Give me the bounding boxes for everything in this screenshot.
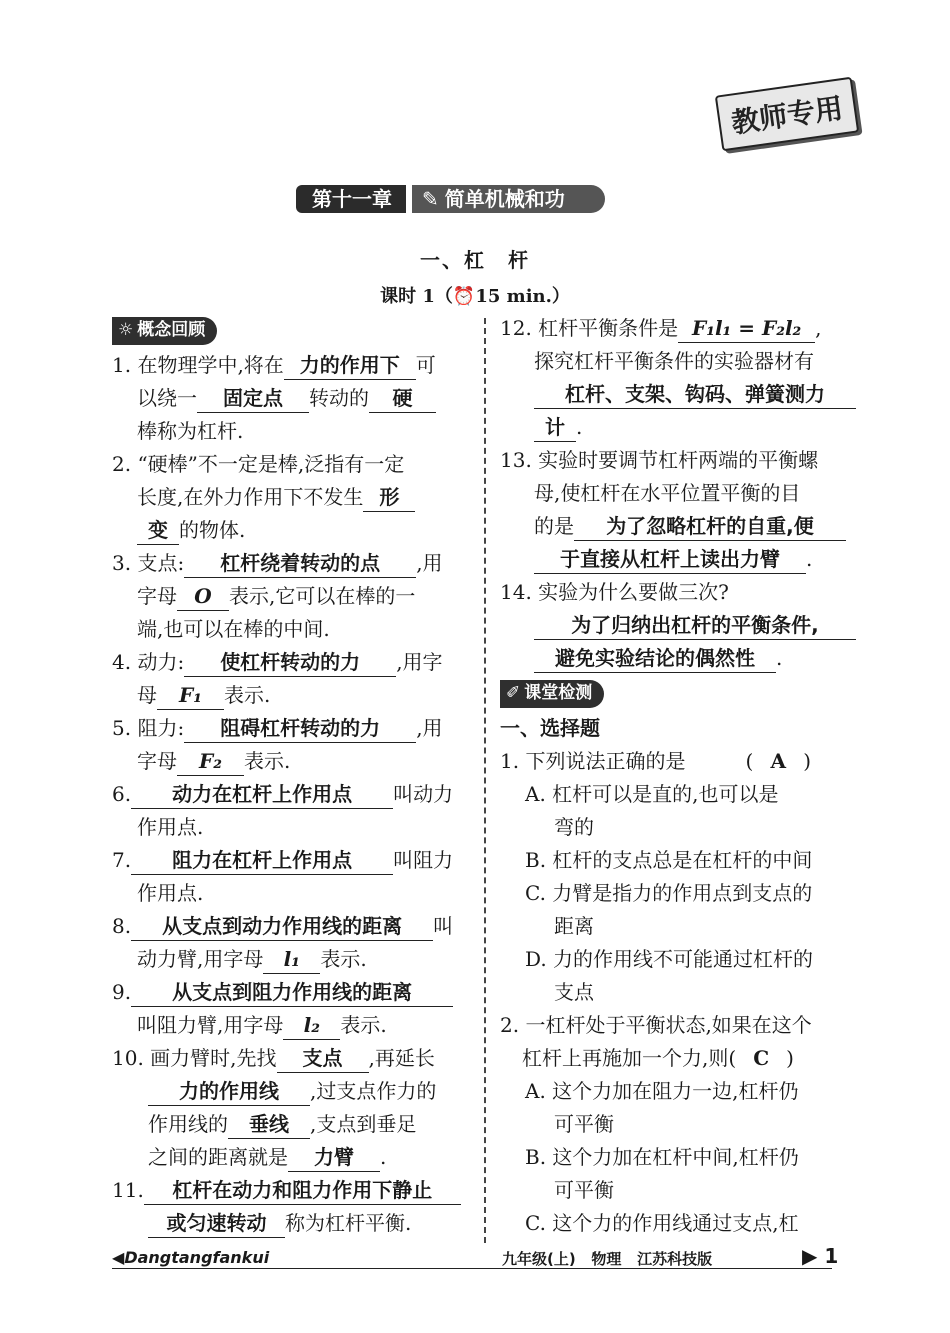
answer-blank: 杠杆、支架、钩码、弹簧测力	[534, 380, 856, 409]
chapter-number: 第十一章	[296, 185, 406, 213]
chapter-name-box	[412, 185, 605, 213]
answer-blank: 力的作用线	[148, 1077, 310, 1106]
answer-blank: 支点	[277, 1044, 369, 1073]
mc-answer: A	[770, 748, 787, 773]
question-7: 7. 阻力在杠杆上作用点 叫阻力	[112, 844, 472, 877]
question-4: 4. 动力: 使杠杆转动的力 ,用字	[112, 646, 472, 679]
lesson-title: 一、杠 杆	[420, 248, 530, 272]
answer-blank: 垂线	[228, 1110, 310, 1139]
answer-blank: l₂	[283, 1011, 340, 1040]
answer-blank: 使杠杆转动的力	[184, 648, 396, 677]
lesson-period	[0, 282, 950, 308]
option-b: B. 杠杆的支点总是在杠杆的中间	[525, 847, 813, 872]
answer-blank: 力的作用下	[284, 351, 416, 380]
chapter-banner	[296, 185, 605, 213]
answer-blank: 形	[363, 483, 415, 512]
answer-blank: 阻力在杠杆上作用点	[131, 846, 393, 875]
mc-answer: C	[753, 1045, 770, 1070]
answer-blank: 变	[137, 516, 179, 545]
question-13: 13. 实验时要调节杠杆两端的平衡螺	[500, 448, 819, 472]
lightbulb-icon: ☼	[118, 320, 134, 340]
subsection-title: 一、选择题	[500, 715, 600, 740]
answer-blank: 固定点	[197, 384, 309, 413]
section-concept-review	[112, 317, 217, 345]
left-column: ☼ 概念回顾 1. 在物理学中,将在 力的作用下 可 以绕一 固定点 转动的 硬 棒称为杠杆. 2. “硬棒”不一定是棒,泛指有一定 长度,在外力作用下不发生 形 变 的物体. 3. 支点: 杠杆绕着转动的点 ,用 字母 O 表示,它可以在棒的一 端,也可以在棒的中间. 4. 动力: 使杠杆转动的力 ,用字 母 F₁ 表示. 5. 阻力: 阻碍杠杆转动的力 ,用 字母 F₂ 表示. 6. 动力在杠杆上作用点 叫动力 作用点. 7. 阻力在杠杆上作用点 叫阻力 作用点. 8. 从支点到动力作用线的距离 叫 动力臂,用字母 l₁ 表示. 9. 从支点到阻力作用线的距离 叫阻力臂,用字母 l₂ 表示. 10. 画力臂时,先找 支点 ,再延长 力的作用线 ,过支点作力的 作用线的 垂线 ,支点到垂足 之间的距离就是 力臂 . 11. 杠杆在动力和阻力作用下静止 或匀速转动 称为杠杆平衡.	[112, 312, 472, 1240]
answer-blank: 动力在杠杆上作用点	[131, 780, 393, 809]
answer-blank: 为了忽略杠杆的自重,便	[574, 512, 846, 541]
question-2: 2. “硬棒”不一定是棒,泛指有一定	[112, 451, 405, 476]
answer-blank: 硬	[369, 384, 436, 413]
answer-blank: 杠杆在动力和阻力作用下静止	[144, 1176, 461, 1205]
question-1: 1. 在物理学中,将在 力的作用下 可	[112, 349, 472, 382]
alarm-clock-icon: ⏰	[452, 286, 476, 307]
answer-blank: 力臂	[288, 1143, 380, 1172]
answer-blank: 从支点到动力作用线的距离	[131, 912, 433, 941]
answer-blank: l₁	[263, 945, 320, 974]
chapter-name: 简单机械和功	[444, 187, 565, 211]
page-footer	[112, 1244, 852, 1274]
option-a: A. 这个力加在阻力一边,杠杆仍	[525, 1078, 799, 1103]
question-9: 9. 从支点到阻力作用线的距离	[112, 976, 472, 1009]
answer-blank: F₁	[157, 681, 224, 710]
question-10: 10. 画力臂时,先找 支点 ,再延长	[112, 1042, 472, 1075]
answer-blank: 从支点到阻力作用线的距离	[131, 978, 453, 1007]
page-number: ▶ 1	[802, 1244, 839, 1268]
period-label: 课时 1（	[380, 286, 453, 307]
answer-blank: 避免实验结论的偶然性	[534, 644, 776, 673]
question-12: 12. 杠杆平衡条件是 F₁l₁ = F₂l₂ ,	[500, 312, 860, 345]
brand-name: ◀Dangtangfankui	[112, 1248, 270, 1267]
answer-blank: 于直接从杠杆上读出力臂	[534, 545, 806, 574]
answer-blank: F₂	[177, 747, 244, 776]
question-14: 14. 实验为什么要做三次?	[500, 580, 729, 604]
answer-blank: 或匀速转动	[148, 1209, 285, 1238]
pencil-icon: ✐	[506, 683, 521, 703]
answer-blank: 阻碍杠杆转动的力	[184, 714, 416, 743]
teacher-only-stamp: 教师专用	[715, 77, 859, 152]
book-info: 九年级(上) 物理 江苏科技版	[502, 1250, 713, 1268]
question-5: 5. 阻力: 阻碍杠杆转动的力 ,用	[112, 712, 472, 745]
question-11: 11. 杠杆在动力和阻力作用下静止	[112, 1174, 472, 1207]
option-c: C. 力臂是指力的作用点到支点的	[525, 880, 813, 905]
option-b: B. 这个力加在杠杆中间,杠杆仍	[525, 1144, 799, 1169]
mc-question-1: 1. 下列说法正确的是 ( A )	[500, 745, 860, 778]
question-8: 8. 从支点到动力作用线的距离 叫	[112, 910, 472, 943]
magic-wand-icon: ✎	[422, 187, 439, 211]
section-title: 课堂检测	[524, 683, 593, 703]
right-column: 12. 杠杆平衡条件是 F₁l₁ = F₂l₂ , 探究杠杆平衡条件的实验器材有 杠杆、支架、钩码、弹簧测力 计 . 13. 实验时要调节杠杆两端的平衡螺 母,使杠杆在水平位置平衡的目 的是 为了忽略杠杆的自重,便 于直接从杠杆上读出力臂 . 14. 实验为什么要做三次? 为了归纳出杠杆的平衡条件, 避免实验结论的偶然性 . ✐ 课堂检测 一、选择题 1. 下列说法正确的是 ( A ) A. 杠杆可以是直的,也可以是 弯的 B. 杠杆的支点总是在杠杆的中间 C. 力臂是指力的作用点到支点的 距离 D. 力的作用线不可能通过杠杆的 支点 2. 一杠杆处于平衡状态,如果在这个 杠杆上再施加一个力,则( C ) A. 这个力加在阻力一边,杠杆仍 可平衡 B. 这个力加在杠杆中间,杠杆仍 可平衡 C. 这个力的作用线通过支点,杠	[500, 312, 860, 1240]
option-a: A. 杠杆可以是直的,也可以是	[525, 781, 779, 806]
column-divider	[484, 318, 486, 1243]
period-time: 15 min.）	[475, 286, 570, 307]
question-6: 6. 动力在杠杆上作用点 叫动力	[112, 778, 472, 811]
answer-blank: 计	[534, 413, 576, 442]
answer-blank: F₁l₁ = F₂l₂	[678, 314, 815, 343]
mc-question-2: 2. 一杠杆处于平衡状态,如果在这个	[500, 1012, 812, 1037]
answer-blank: 杠杆绕着转动的点	[184, 549, 416, 578]
option-d: D. 力的作用线不可能通过杠杆的	[525, 946, 814, 971]
answer-blank: O	[177, 582, 229, 611]
section-title: 概念回顾	[137, 320, 206, 340]
answer-blank: 为了归纳出杠杆的平衡条件,	[534, 611, 856, 640]
question-3: 3. 支点: 杠杆绕着转动的点 ,用	[112, 547, 472, 580]
option-c: C. 这个力的作用线通过支点,杠	[525, 1210, 799, 1235]
section-classroom-check	[500, 680, 604, 708]
